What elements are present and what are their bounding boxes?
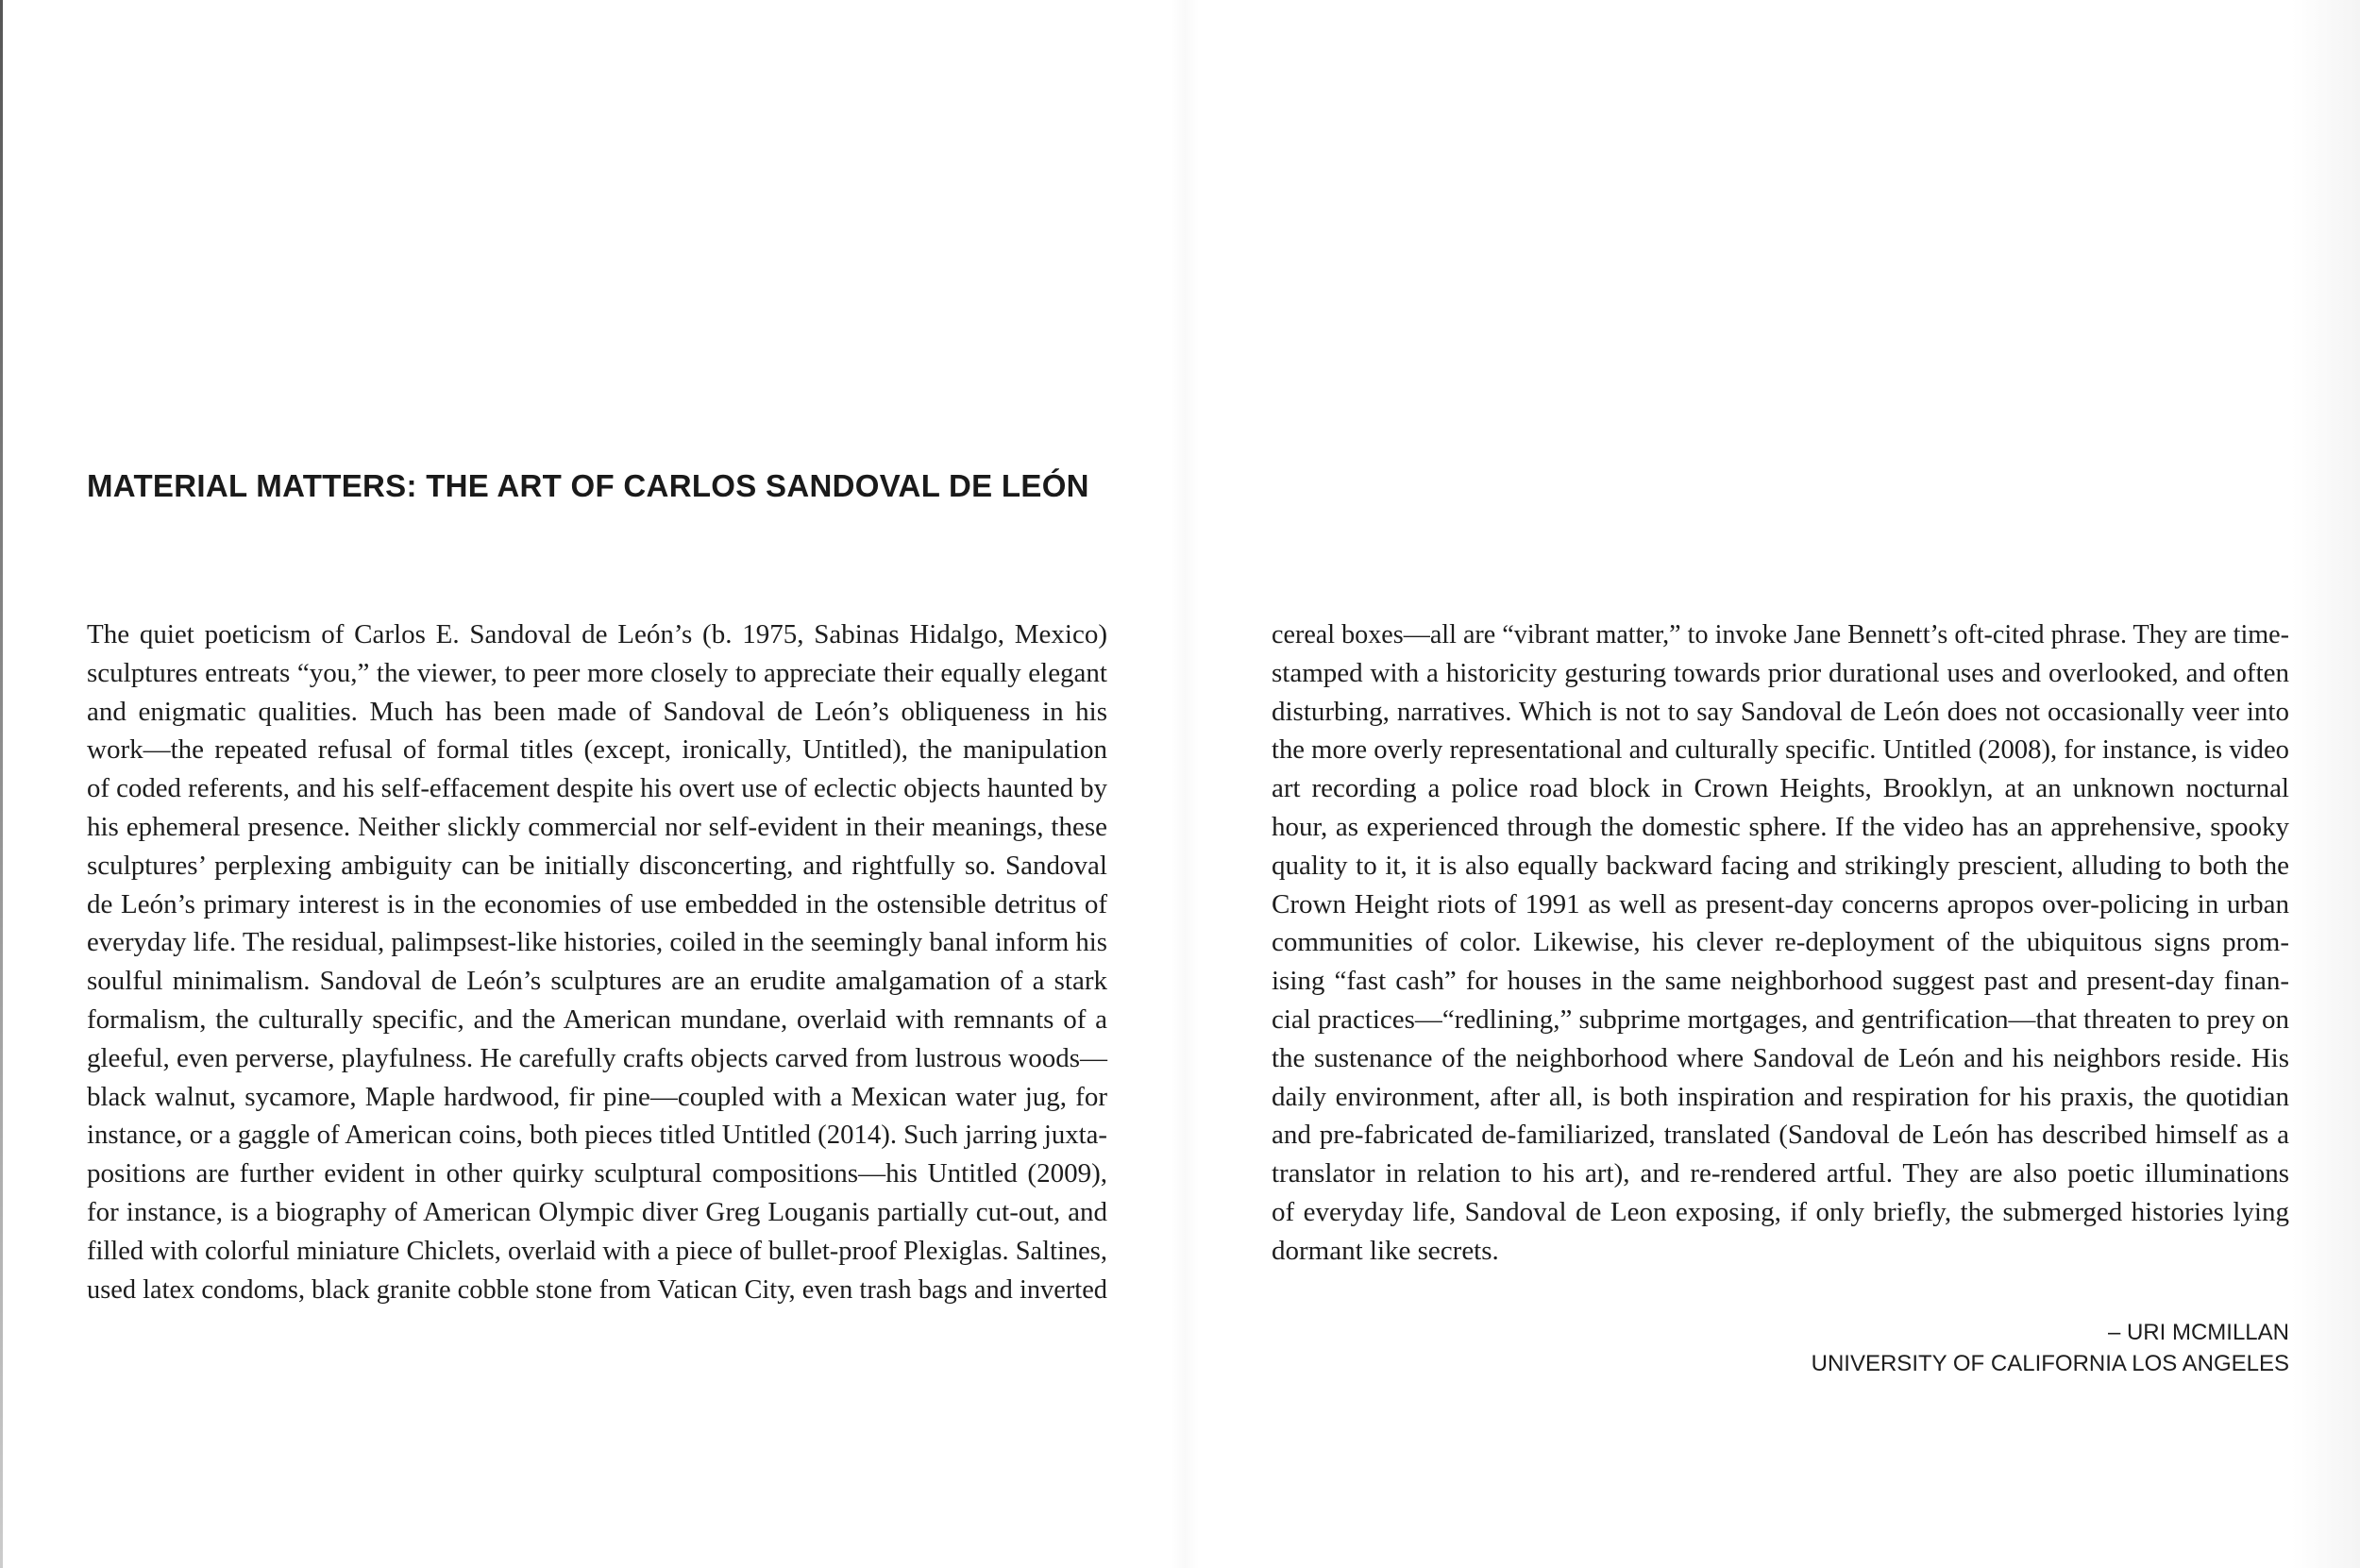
text-line-content: the more overly representational and culturally specific. Untitled (2008), for instance, is video [1272, 734, 2289, 766]
text-line [1272, 962, 2289, 1001]
text-line [1272, 693, 2289, 732]
text-line [87, 654, 1107, 693]
author-affiliation: UNIVERSITY OF CALIFORNIA LOS ANGELES [1811, 1351, 2289, 1376]
text-line [1272, 847, 2289, 885]
author-name: – URI MCMILLAN [2107, 1320, 2289, 1345]
text-line-content: stamped with a historicity gesturing towards prior durational uses and overlooked, and often [1272, 657, 2289, 688]
text-line-content: quality to it, it is also equally backward facing and strikingly prescient, alluding to both the [1272, 850, 2289, 881]
text-line-content: black walnut, sycamore, Maple hardwood, fir pine—coupled with a Mexican water jug, for [87, 1081, 1107, 1112]
text-line-content: instance, or a gaggle of American coins, both pieces titled Untitled (2014). Such jarring juxta- [87, 1120, 1107, 1151]
text-line-content: de León’s primary interest is in the economies of use embedded in the ostensible detritus of [87, 888, 1107, 919]
text-line-content: positions are further evident in other quirky sculptural compositions—his Untitled (2009), [87, 1158, 1107, 1189]
text-line-content: hour, as experienced through the domestic sphere. If the video has an apprehensive, spooky [1272, 811, 2289, 842]
text-line-content: communities of color. Likewise, his clever re-deployment of the ubiquitous signs prom- [1272, 927, 2289, 958]
left-column [87, 615, 1107, 1308]
book-gutter [1171, 0, 1199, 1568]
text-line [1272, 1039, 2289, 1078]
page-edge [0, 0, 3, 1568]
text-line [87, 693, 1107, 732]
text-line-content: sculptures’ perplexing ambiguity can be initially disconcerting, and rightfully so. Sandoval [87, 850, 1107, 881]
text-line [1272, 808, 2289, 847]
text-line-content: Crown Height riots of 1991 as well as present-day concerns apropos over-policing in urban [1272, 888, 2289, 919]
text-line [87, 885, 1107, 924]
text-line [87, 1116, 1107, 1155]
text-line-content: for instance, is a biography of American Olympic diver Greg Louganis partially cut-out, and [87, 1196, 1107, 1227]
text-line-content: cereal boxes—all are “vibrant matter,” to invoke Jane Bennett’s oft-cited phrase. They are time- [1272, 619, 2289, 649]
text-line-content: and enigmatic qualities. Much has been made of Sandoval de León’s obliqueness in his [87, 696, 1107, 727]
article-title: MATERIAL MATTERS: THE ART OF CARLOS SANDOVAL DE LEÓN [87, 468, 1089, 503]
text-line [1272, 1193, 2289, 1232]
text-line [1272, 1078, 2289, 1117]
text-line-content: translator in relation to his art), and re-rendered artful. They are also poetic illuminations [1272, 1158, 2289, 1189]
text-line [1272, 654, 2289, 693]
text-line-content: of coded referents, and his self-effacement despite his overt use of eclectic objects haunted by [87, 773, 1107, 804]
text-line-content: work—the repeated refusal of formal titles (except, ironically, Untitled), the manipulation [87, 734, 1107, 766]
text-line [87, 923, 1107, 962]
text-line-content: dormant like secrets. [1272, 1235, 1499, 1266]
text-line [1272, 615, 2289, 654]
text-line [1272, 1232, 2289, 1271]
text-line-content: sculptures entreats “you,” the viewer, to peer more closely to appreciate their equally elegant [87, 657, 1107, 688]
text-line-content: formalism, the culturally specific, and the American mundane, overlaid with remnants of a [87, 1003, 1107, 1035]
text-line-content: ising “fast cash” for houses in the same neighborhood suggest past and present-day finan- [1272, 966, 2289, 997]
text-line [87, 808, 1107, 847]
text-line [87, 1078, 1107, 1117]
text-line [87, 731, 1107, 769]
text-line-content: everyday life. The residual, palimpsest-like histories, coiled in the seemingly banal inform his [87, 927, 1107, 958]
text-line [1272, 1001, 2289, 1039]
right-column [1272, 615, 2289, 1271]
text-line [87, 1155, 1107, 1193]
text-line-content: gleeful, even perverse, playfulness. He carefully crafts objects carved from lustrous woods— [87, 1042, 1107, 1073]
text-line-content: used latex condoms, black granite cobble stone from Vatican City, even trash bags and inverted [87, 1273, 1107, 1305]
text-line-content: the sustenance of the neighborhood where Sandoval de León and his neighbors reside. His [1272, 1042, 2289, 1073]
text-line-content: filled with colorful miniature Chiclets, overlaid with a piece of bullet-proof Plexiglas. Saltines, [87, 1235, 1107, 1266]
text-line-content: disturbing, narratives. Which is not to say Sandoval de León does not occasionally veer into [1272, 696, 2289, 727]
text-line-content: art recording a police road block in Crown Heights, Brooklyn, at an unknown nocturnal [1272, 773, 2289, 804]
text-line [87, 1001, 1107, 1039]
text-line-content: of everyday life, Sandoval de Leon exposing, if only briefly, the submerged histories lying [1272, 1196, 2289, 1227]
text-line [1272, 1116, 2289, 1155]
text-line-content: daily environment, after all, is both inspiration and respiration for his praxis, the quotidian [1272, 1081, 2289, 1112]
text-line-content: cial practices—“redlining,” subprime mortgages, and gentrification—that threaten to prey on [1272, 1003, 2289, 1035]
text-line [87, 1193, 1107, 1232]
text-line [87, 769, 1107, 808]
text-line [87, 1039, 1107, 1078]
text-line [87, 1271, 1107, 1309]
text-line [87, 615, 1107, 654]
text-line [87, 962, 1107, 1001]
text-line-content: and pre-fabricated de-familiarized, translated (Sandoval de León has described himself as a [1272, 1120, 2289, 1151]
text-line [1272, 885, 2289, 924]
text-line [87, 1232, 1107, 1271]
text-line [1272, 1155, 2289, 1193]
text-line-content: soulful minimalism. Sandoval de León’s sculptures are an erudite amalgamation of a stark [87, 966, 1107, 997]
text-line [1272, 769, 2289, 808]
text-line [1272, 923, 2289, 962]
text-line-content: The quiet poeticism of Carlos E. Sandoval de León’s (b. 1975, Sabinas Hidalgo, Mexico) [87, 619, 1107, 649]
text-line [1272, 731, 2289, 769]
text-line-content: his ephemeral presence. Neither slickly commercial nor self-evident in their meanings, these [87, 811, 1107, 842]
page-edge-shade [2292, 0, 2360, 1568]
text-line [87, 847, 1107, 885]
